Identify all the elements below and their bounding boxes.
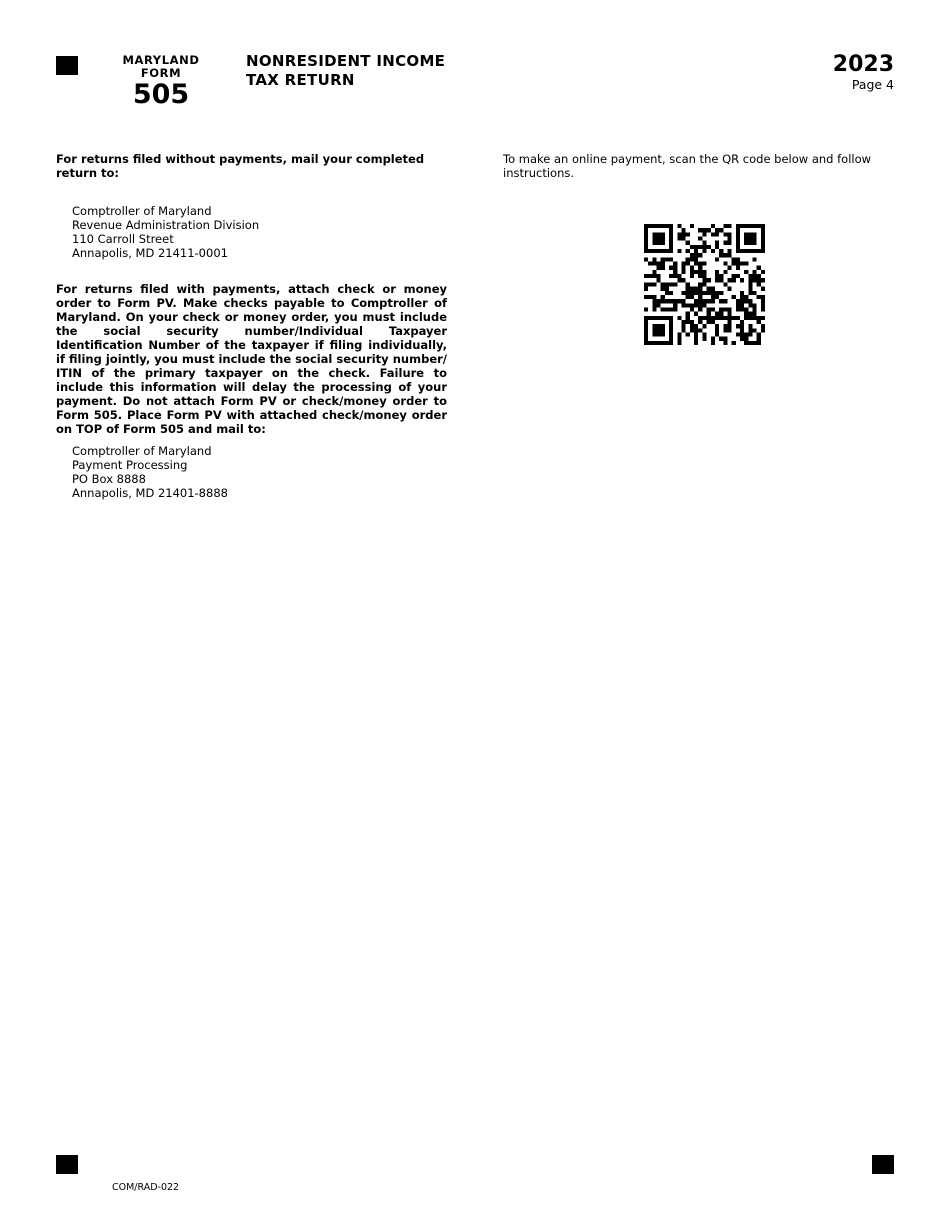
form-state: MARYLAND bbox=[122, 53, 200, 67]
form-code: COM/RAD-022 bbox=[112, 1182, 180, 1193]
no-payment-heading: For returns filed without payments, mail your completed return to: bbox=[56, 152, 425, 180]
address-line: PO Box 8888 bbox=[72, 472, 146, 486]
address-no-payment bbox=[72, 204, 447, 260]
page-number: Page 4 bbox=[851, 77, 894, 92]
mailing-instructions bbox=[56, 152, 447, 500]
address-line: Annapolis, MD 21401-8888 bbox=[72, 486, 228, 500]
form-title-line-2: TAX RETURN bbox=[246, 71, 355, 89]
form-title bbox=[246, 52, 445, 90]
address-line: Comptroller of Maryland bbox=[72, 204, 212, 218]
registration-mark-bottom-left bbox=[56, 1155, 78, 1174]
address-line: Revenue Administration Division bbox=[72, 218, 260, 232]
online-payment-section bbox=[503, 152, 893, 180]
online-payment-text: To make an online payment, scan the QR code below and follow instructions. bbox=[503, 152, 872, 180]
form-word: FORM bbox=[140, 66, 182, 80]
qr-code-icon[interactable] bbox=[644, 224, 765, 345]
registration-mark-bottom-right bbox=[872, 1155, 894, 1174]
address-line: Payment Processing bbox=[72, 458, 188, 472]
tax-year: 2023 bbox=[832, 52, 894, 77]
payment-paragraph: For returns filed with payments, attach check or money order to Form PV. Make checks payable to Comptroller of Maryland. On your check or money order, you must include the social security number/Individual Taxpayer Identification Number of the taxpayer if filing individually, if filing jointly, you must include the social security number/ ITIN of the primary taxpayer on the check. Failure to include this information will delay the processing of your payment. Do not attach Form PV or check/money order to Form 505. Place Form PV with attached check/money order on TOP of Form 505 and mail to: bbox=[56, 282, 447, 436]
form-number: 505 bbox=[132, 79, 190, 110]
form-title-line-1: NONRESIDENT INCOME bbox=[246, 52, 446, 70]
address-line: Comptroller of Maryland bbox=[72, 444, 212, 458]
year-block bbox=[833, 52, 894, 92]
registration-mark-top-left bbox=[56, 56, 78, 75]
form-identifier bbox=[106, 54, 216, 110]
address-line: Annapolis, MD 21411-0001 bbox=[72, 246, 228, 260]
address-with-payment bbox=[72, 444, 447, 500]
address-line: 110 Carroll Street bbox=[72, 232, 174, 246]
